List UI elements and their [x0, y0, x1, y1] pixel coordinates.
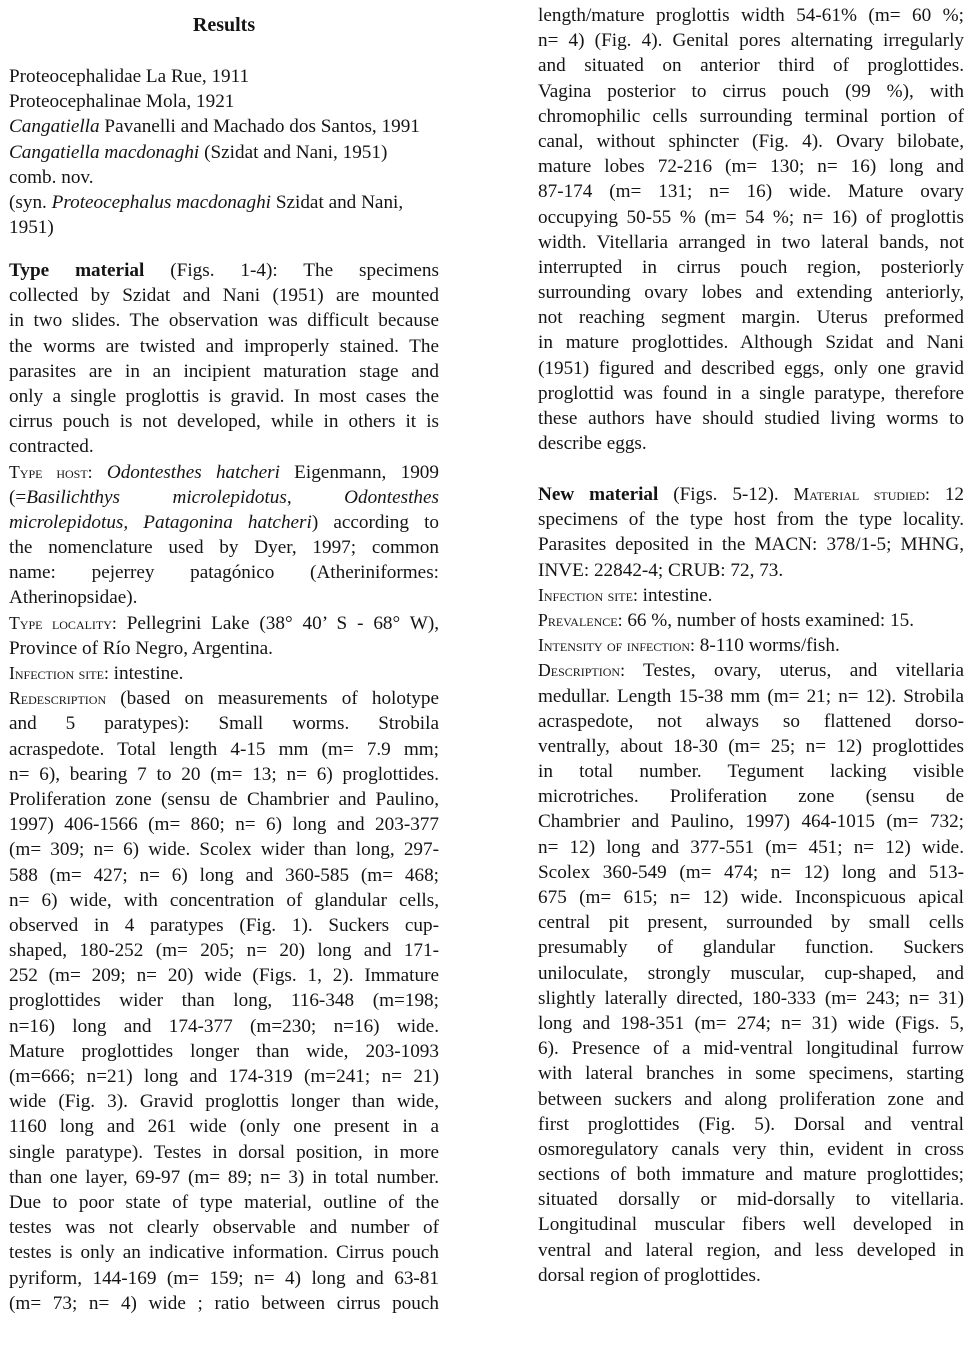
text-line: [9, 1014, 439, 1039]
text-run: Eigenmann, 1909: [279, 461, 439, 483]
text-line: [538, 759, 964, 784]
text-run: Scolex 360-549 (m= 474; n= 12) long and 513-: [538, 861, 964, 883]
text-run: 675 (m= 615; n= 12) wide. Inconspicuous apical: [538, 887, 964, 908]
text-line: [9, 560, 439, 585]
text-line: [538, 734, 964, 759]
field-label: Type host:: [9, 461, 93, 482]
text-line: [9, 460, 439, 485]
section-heading-results: Results: [192, 14, 256, 36]
text-run: parasites are in an incipient maturation stage and: [9, 360, 439, 382]
text-line: [538, 961, 964, 986]
text-run: length/mature proglottis width 54-61% (m= 60 %;: [538, 5, 964, 26]
text-line: [9, 140, 439, 165]
text-line: [538, 1238, 964, 1263]
text-run: 1997) 406-1566 (m= 860; n= 6) long and 203-377: [9, 814, 439, 836]
text-run: Pellegrini Lake (38° 40’ S - 68° W),: [116, 612, 439, 634]
text-line: [538, 482, 964, 507]
type-material-section: [9, 258, 439, 1316]
text-line: [538, 1187, 964, 1212]
text-line: [538, 1162, 964, 1187]
text-run: ) according to: [311, 511, 439, 533]
text-run: medullar. Length 15-38 mm (m= 21; n= 12). Strobila: [538, 685, 964, 707]
text-line: [538, 381, 964, 406]
text-line: [9, 308, 439, 333]
text-line: [9, 963, 439, 988]
italic-taxon: Odontesthes hatcheri: [106, 461, 280, 483]
text-line: [9, 762, 439, 787]
text-line: [538, 1112, 964, 1137]
text-run: 8-110 worms/fish.: [694, 635, 840, 657]
text-run: intestine.: [108, 663, 184, 684]
text-line: [9, 1039, 439, 1064]
text-line: [9, 938, 439, 963]
text-run: with lateral branches in some specimens, starting: [538, 1063, 964, 1085]
text-run: and 5 paratypes): Small worms. Strobila: [9, 713, 439, 735]
text-run: acraspedote, not always so flattened dorso-: [538, 710, 964, 732]
text-line: [9, 787, 439, 812]
text-line: [9, 913, 439, 938]
text-run: between suckers and along proliferation zone and: [538, 1088, 964, 1110]
text-line: [538, 53, 964, 78]
text-line: [9, 190, 439, 215]
text-line: [9, 1140, 439, 1165]
text-run: describe eggs.: [538, 433, 647, 455]
text-line: [9, 165, 439, 190]
text-run: 588 (m= 427; n= 6) long and 360-585 (m= 468;: [9, 864, 439, 886]
text-run: these authors have should studied living worms to: [538, 408, 964, 429]
text-run: testes was not clearly observable and number of: [9, 1217, 439, 1239]
text-run: not reaching segment margin. Uterus preformed: [538, 307, 964, 329]
text-run: collected by Szidat and Nani (1951) are mounted: [9, 285, 439, 307]
text-run: Pavanelli and Machado dos Santos, 1991: [99, 116, 420, 138]
text-run: single paratype). Testes in dorsal position, in more: [9, 1141, 439, 1163]
text-run: osmoregulatory canals very thin, evident in cross: [538, 1138, 964, 1160]
redescription-continuation: [538, 3, 964, 456]
text-run: in total number. Tegument lacking visible: [538, 761, 964, 783]
text-line: [9, 1190, 439, 1215]
text-line: [538, 1263, 964, 1288]
text-run: [93, 462, 107, 483]
text-run: (syn.: [9, 191, 52, 213]
text-line: [538, 558, 964, 583]
field-label: Infection site:: [538, 584, 638, 605]
text-run: canal, without sphincter (Fig. 4). Ovary bilobate,: [538, 130, 964, 152]
text-line: [538, 28, 964, 53]
text-line: [9, 1089, 439, 1114]
text-line: [9, 737, 439, 762]
text-run: chromophilic cells surrounding terminal portion of: [538, 105, 964, 127]
text-line: [538, 910, 964, 935]
field-label: Redescription: [9, 688, 107, 709]
text-line: [9, 384, 439, 409]
text-run: cirrus pouch is not developed, while in others it is: [9, 411, 439, 433]
text-run: (Szidat and Nani, 1951): [199, 141, 388, 163]
text-run: sections of both immature and mature proglottides;: [538, 1164, 964, 1186]
text-run: INVE: 22842-4; CRUB: 72, 73.: [538, 559, 784, 581]
text-line: [538, 280, 964, 305]
text-run: name: pejerrey patagónico (Atheriniformes:: [9, 562, 439, 584]
field-label: Description:: [538, 660, 625, 681]
text-line: [538, 255, 964, 280]
text-line: [538, 330, 964, 355]
text-line: [538, 1087, 964, 1112]
text-run: (m= 309; n= 6) wide. Scolex wider than long, 297-: [9, 839, 439, 861]
text-line: [538, 784, 964, 809]
text-line: [538, 305, 964, 330]
text-run: n= 6), bearing 7 to 20 (m= 13; n= 6) proglottides.: [9, 763, 439, 785]
text-run: ,: [286, 486, 345, 508]
text-run: uniloculate, strongly muscular, cup-shaped, and: [538, 962, 964, 984]
text-line: [538, 935, 964, 960]
text-line: [9, 258, 439, 283]
text-line: [538, 709, 964, 734]
text-run: Proteocephalidae La Rue, 1911: [9, 66, 250, 87]
text-line: [9, 988, 439, 1013]
text-line: [538, 835, 964, 860]
text-run: Atherinopsidae).: [9, 587, 138, 609]
text-line: [538, 1061, 964, 1086]
field-label: Material studied:: [793, 484, 930, 504]
text-run: 1951): [9, 217, 54, 239]
text-run: (Figs. 5-12).: [658, 484, 794, 505]
text-run: the worms are twisted and improperly stained. The: [9, 335, 439, 357]
text-run: testes is only an indicative information. Cirrus pouch: [9, 1242, 439, 1264]
text-line: [538, 684, 964, 709]
text-run: Proteocephalinae Mola, 1921: [9, 91, 235, 113]
text-line: [9, 1291, 439, 1316]
field-label: Type locality:: [9, 612, 117, 633]
text-run: first proglottides (Fig. 5). Dorsal and ventral: [538, 1113, 964, 1135]
text-line: [9, 1266, 439, 1291]
text-run: Vagina posterior to cirrus pouch (99 %), with: [538, 80, 964, 102]
text-line: [9, 711, 439, 736]
text-line: [9, 661, 439, 686]
text-run: Proliferation zone (sensu de Chambrier and Paulino,: [9, 788, 439, 810]
text-run: intestine.: [637, 584, 713, 606]
text-run: Szidat and Nani,: [271, 191, 404, 213]
italic-taxon: Proteocephalus macdonaghi: [51, 191, 272, 213]
text-line: [538, 356, 964, 381]
field-label: Intensity of infection:: [538, 635, 695, 656]
text-line: [9, 1064, 439, 1089]
text-run: (based on measurements of holotype: [106, 688, 439, 710]
text-run: than one layer, 69-97 (m= 89; n= 3) in total number.: [9, 1166, 439, 1188]
text-line: [538, 431, 964, 456]
text-run: in mature proglottides. Although Szidat and Nani: [538, 332, 964, 354]
text-run: (=: [9, 486, 27, 508]
text-line: [9, 485, 439, 510]
text-line: [9, 636, 439, 661]
text-line: [9, 1215, 439, 1240]
text-run: interrupted in cirrus pouch region, posteriorly: [538, 256, 964, 278]
text-line: [538, 608, 964, 633]
text-line: [538, 532, 964, 557]
text-run: microtriches. Proliferation zone (sensu de: [538, 786, 964, 808]
text-run: and situated on anterior third of proglottides.: [538, 55, 964, 77]
text-line: [538, 986, 964, 1011]
text-run: wide (Fig. 3). Gravid proglottis longer than wide,: [9, 1091, 439, 1113]
text-run: n=16) long and 174-377 (m=230; n=16) wide.: [9, 1015, 439, 1037]
text-line: [9, 812, 439, 837]
text-run: Parasites deposited in the MACN: 378/1-5; MHNG,: [538, 534, 964, 556]
text-line: [538, 205, 964, 230]
text-run: (1951) figured and described eggs, only one gravid: [538, 357, 964, 379]
text-line: [538, 885, 964, 910]
text-run: long and 198-351 (m= 274; n= 31) wide (Figs. 5,: [538, 1012, 964, 1034]
text-run: dorsal region of proglottides.: [538, 1264, 761, 1286]
text-run: 66 %, number of hosts examined: 15.: [622, 609, 915, 631]
text-run: n= 12) long and 377-551 (m= 451; n= 12) wide.: [538, 836, 964, 858]
text-run: central pit present, surrounded by small cells: [538, 912, 964, 934]
text-run: proglottid was found in a single paratype, therefore: [538, 382, 964, 404]
text-line: [9, 611, 439, 636]
text-run: presumably of glandular function. Suckers: [538, 937, 964, 959]
text-run: n= 6) wide, with concentration of glandular cells,: [9, 889, 439, 911]
field-label: Infection site:: [9, 663, 109, 683]
text-run: (m=666; n=21) long and 174-319 (m=241; n= 21): [9, 1066, 439, 1087]
text-line: [9, 215, 439, 240]
text-line: [538, 860, 964, 885]
text-line: [9, 409, 439, 434]
text-line: [538, 1137, 964, 1162]
text-run: shaped, 180-252 (m= 205; n= 20) long and 171-: [9, 940, 439, 962]
text-run: in two slides. The observation was difficult because: [9, 310, 439, 332]
text-run: (Figs. 1-4): The specimens: [144, 260, 439, 281]
text-line: [9, 1114, 439, 1139]
text-run: 252 (m= 209; n= 20) wide (Figs. 1, 2). Immature: [9, 965, 439, 987]
text-line: [9, 888, 439, 913]
text-line: [538, 507, 964, 532]
text-run: comb. nov.: [9, 166, 94, 188]
text-line: [538, 633, 964, 658]
text-run: slightly laterally directed, 180-333 (m= 243; n= 31): [538, 987, 964, 1009]
text-line: [538, 79, 964, 104]
text-line: [538, 658, 964, 683]
text-line: [9, 434, 439, 459]
text-line: [9, 334, 439, 359]
text-run: 6). Presence of a mid-ventral longitudinal furrow: [538, 1038, 964, 1060]
text-line: [538, 406, 964, 431]
text-run: Longitudinal muscular fibers well developed in: [538, 1214, 964, 1236]
text-line: [9, 535, 439, 560]
text-line: [538, 3, 964, 28]
text-run: 12: [929, 484, 964, 505]
text-line: [538, 129, 964, 154]
text-run: ventral and lateral region, and less developed in: [538, 1239, 964, 1261]
text-line: [538, 179, 964, 204]
text-run: surrounding ovary lobes and extending anteriorly,: [538, 282, 964, 304]
text-line: [9, 837, 439, 862]
text-run: (m= 73; n= 4) wide ; ratio between cirrus pouch: [9, 1292, 439, 1314]
text-line: [538, 154, 964, 179]
text-run: ventrally, about 18-30 (m= 25; n= 12) proglottides: [538, 735, 964, 757]
text-run: specimens of the type host from the type locality.: [538, 509, 964, 531]
text-line: [9, 510, 439, 535]
text-line: [9, 1165, 439, 1190]
text-line: [9, 64, 439, 89]
text-line: [538, 1036, 964, 1061]
run-in-heading: New material: [538, 484, 659, 505]
text-run: acraspedote. Total length 4-15 mm (m= 7.9 mm;: [9, 738, 439, 760]
text-line: [9, 89, 439, 114]
text-line: [9, 686, 439, 711]
text-run: width. Vitellaria arranged in two lateral bands, not: [538, 231, 964, 253]
text-line: [9, 283, 439, 308]
italic-taxon: Basilichthys microlepidotus: [26, 486, 287, 508]
text-run: Due to poor state of type material, outline of the: [9, 1191, 439, 1213]
text-run: Mature proglottides longer than wide, 203-1093: [9, 1040, 439, 1062]
text-line: [538, 809, 964, 834]
text-line: [9, 114, 439, 139]
text-run: contracted.: [9, 436, 94, 458]
text-run: n= 4) (Fig. 4). Genital pores alternating irregularly: [538, 30, 964, 52]
text-run: Chambrier and Paulino, 1997) 464-1015 (m= 732;: [538, 811, 964, 833]
italic-taxon: microlepidotus, Patagonina hatcheri: [9, 511, 312, 533]
new-material-section: [538, 482, 964, 1288]
text-line: [538, 104, 964, 129]
text-run: Province of Río Negro, Argentina.: [9, 637, 273, 659]
run-in-heading: Type material: [9, 260, 145, 281]
text-run: observed in 4 paratypes (Fig. 1). Suckers cup-: [9, 914, 439, 936]
text-line: [538, 230, 964, 255]
text-run: situated dorsally or mid-dorsally to vitellaria.: [538, 1189, 964, 1211]
italic-taxon: Cangatiella: [9, 116, 100, 138]
text-line: [538, 583, 964, 608]
text-run: the nomenclature used by Dyer, 1997; common: [9, 537, 439, 559]
text-run: mature lobes 72-216 (m= 130; n= 16) long and: [538, 156, 964, 178]
text-line: [9, 359, 439, 384]
text-run: pyriform, 144-169 (m= 159; n= 4) long and 63-81: [9, 1267, 439, 1289]
text-line: [9, 863, 439, 888]
text-line: [9, 1240, 439, 1265]
text-run: 1160 long and 261 wide (only one present in a: [9, 1116, 439, 1138]
text-line: [538, 1212, 964, 1237]
text-line: [538, 1011, 964, 1036]
text-run: Testes, ovary, uterus, and vitellaria: [625, 660, 964, 682]
taxonomy-block: [9, 64, 439, 240]
italic-taxon: Cangatiella macdonaghi: [9, 141, 200, 163]
text-run: 87-174 (m= 131; n= 16) wide. Mature ovary: [538, 181, 964, 203]
text-run: only a single proglottis is gravid. In most cases the: [9, 385, 439, 407]
text-run: occupying 50-55 % (m= 54 %; n= 16) of proglottis: [538, 206, 964, 228]
text-run: proglottides wider than long, 116-348 (m=198;: [9, 990, 439, 1012]
italic-taxon: Odontesthes: [344, 486, 439, 508]
text-line: [9, 585, 439, 610]
field-label: Prevalence:: [538, 609, 623, 630]
